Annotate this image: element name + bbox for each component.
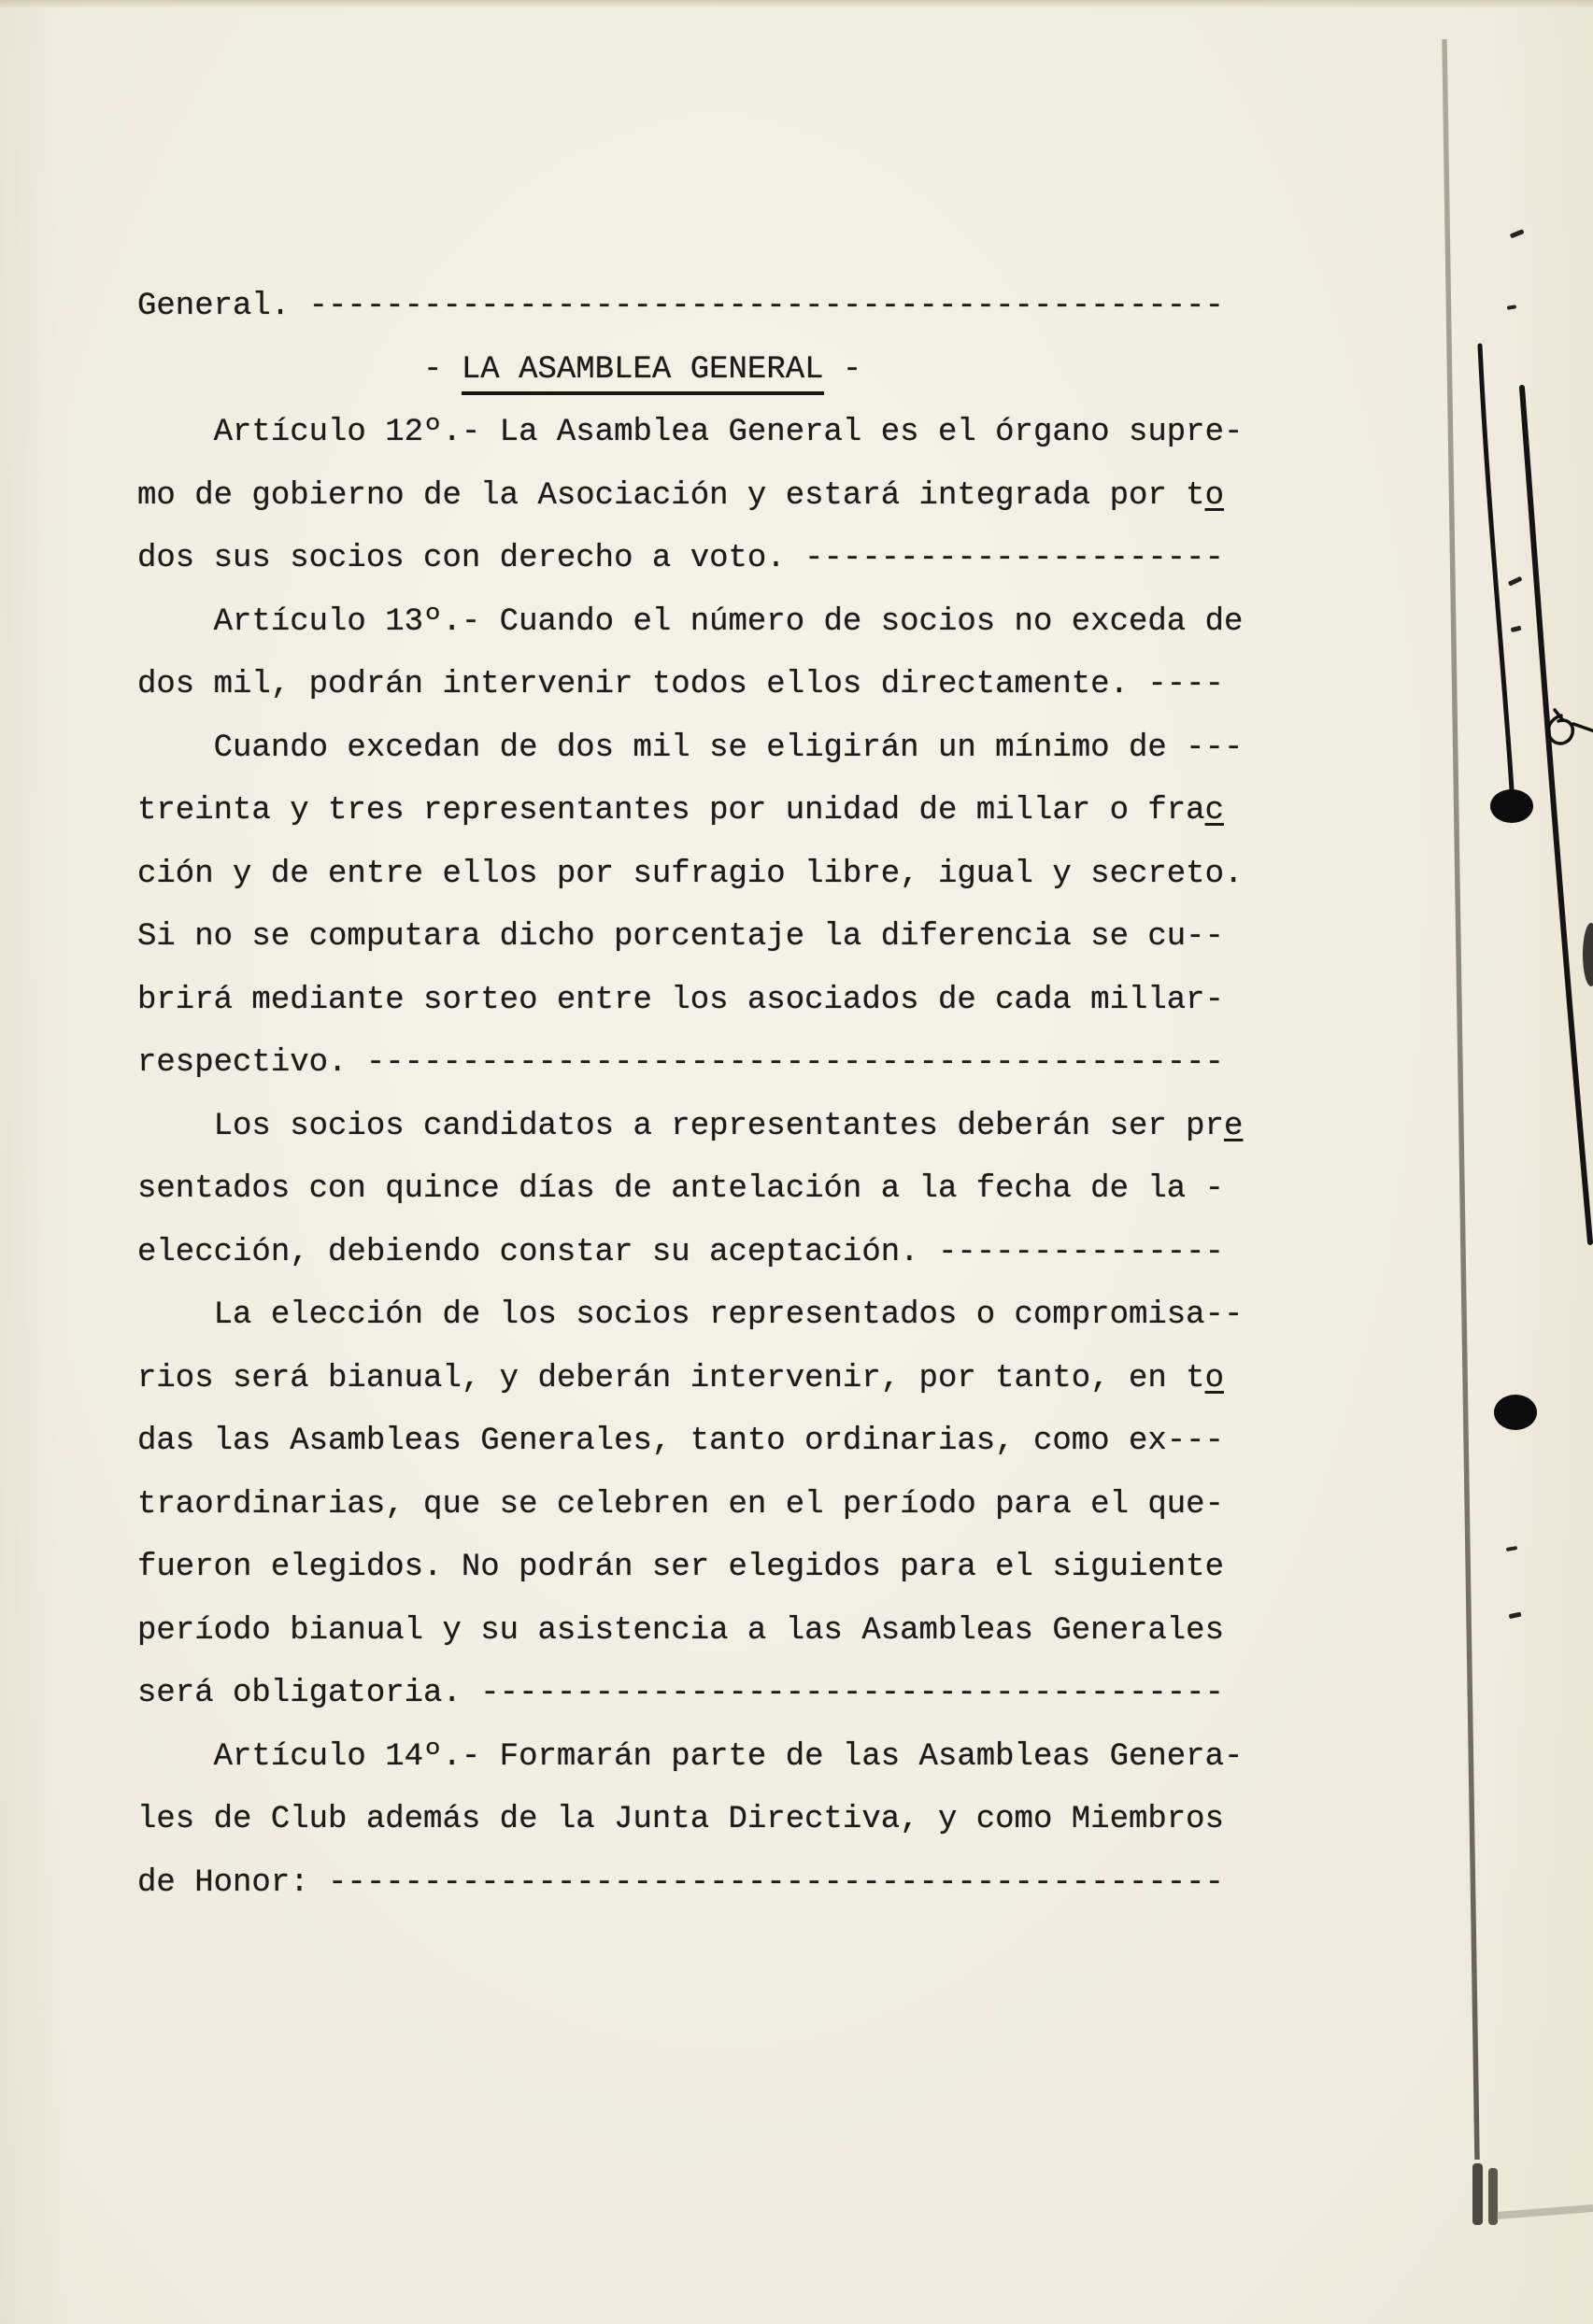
text-line: brirá mediante sorteo entre los asociados de cada millar- bbox=[137, 982, 1224, 1018]
text-line: será obligatoria. --------------------------------------- bbox=[137, 1676, 1224, 1711]
text-line: ción y de entre ellos por sufragio libre, igual y secreto. bbox=[137, 856, 1244, 892]
text-line: Artículo 13º.- Cuando el número de socios no exceda de bbox=[137, 603, 1244, 640]
smudge-line bbox=[1497, 2208, 1593, 2216]
text-line: Artículo 14º.- Formarán parte de las Asambleas Genera- bbox=[137, 1738, 1244, 1775]
text-line: Cuando excedan de dos mil se eligirán un mínimo de --- bbox=[137, 730, 1244, 766]
text-line: respectivo. --------------------------------------------- bbox=[137, 1045, 1224, 1081]
text-line: mo de gobierno de la Asociación y estará integrada por to bbox=[137, 477, 1224, 514]
edge-blob bbox=[1583, 923, 1593, 986]
text-line: treinta y tres representantes por unidad de millar o frac bbox=[137, 793, 1224, 829]
text-block bbox=[137, 276, 1243, 1915]
text-line: dos mil, podrán intervenir todos ellos directamente. ---- bbox=[137, 667, 1224, 702]
text-line: General. ------------------------------------------------ bbox=[137, 289, 1224, 324]
text-line: dos sus socios con derecho a voto. ---------------------- bbox=[137, 541, 1224, 576]
paper-fold-line bbox=[1444, 39, 1477, 2160]
text-line: Si no se computara dicho porcentaje la diferencia se cu-- bbox=[137, 919, 1224, 955]
section-heading: - LA ASAMBLEA GENERAL - bbox=[137, 339, 1243, 403]
text-line: de Honor: ----------------------------------------------- bbox=[137, 1864, 1224, 1901]
text-line: Los socios candidatos a representantes deberán ser pre bbox=[137, 1108, 1244, 1144]
fold-line-end-mark bbox=[1472, 2163, 1483, 2225]
text-line: sentados con quince días de antelación a la fecha de la - bbox=[137, 1171, 1224, 1207]
hole-punch-dot bbox=[1490, 789, 1533, 823]
hole-punch-dot bbox=[1494, 1395, 1537, 1430]
text-line: traordinarias, que se celebren en el período para el que- bbox=[137, 1486, 1224, 1523]
text-line: Artículo 12º.- La Asamblea General es el órgano supre- bbox=[137, 415, 1244, 450]
text-line: La elección de los socios representados o compromisa-- bbox=[137, 1297, 1244, 1333]
text-line: elección, debiendo constar su aceptación. --------------- bbox=[137, 1234, 1224, 1270]
text-line: período bianual y su asistencia a las Asambleas Generales bbox=[137, 1612, 1224, 1649]
ink-speck bbox=[1506, 229, 1525, 1619]
handwritten-mark bbox=[1548, 710, 1593, 744]
text-line: das las Asambleas Generales, tanto ordinarias, como ex--- bbox=[137, 1424, 1224, 1459]
pen-stroke bbox=[1480, 346, 1512, 789]
text-line: rios será bianual, y deberán intervenir, por tanto, en to bbox=[137, 1360, 1224, 1396]
text-line: les de Club además de la Junta Directiva, y como Miembros bbox=[137, 1802, 1224, 1837]
text-line: fueron elegidos. No podrán ser elegidos para el siguiente bbox=[137, 1550, 1224, 1585]
fold-line-end-mark bbox=[1488, 2168, 1498, 2225]
pen-stroke bbox=[1522, 388, 1590, 1242]
